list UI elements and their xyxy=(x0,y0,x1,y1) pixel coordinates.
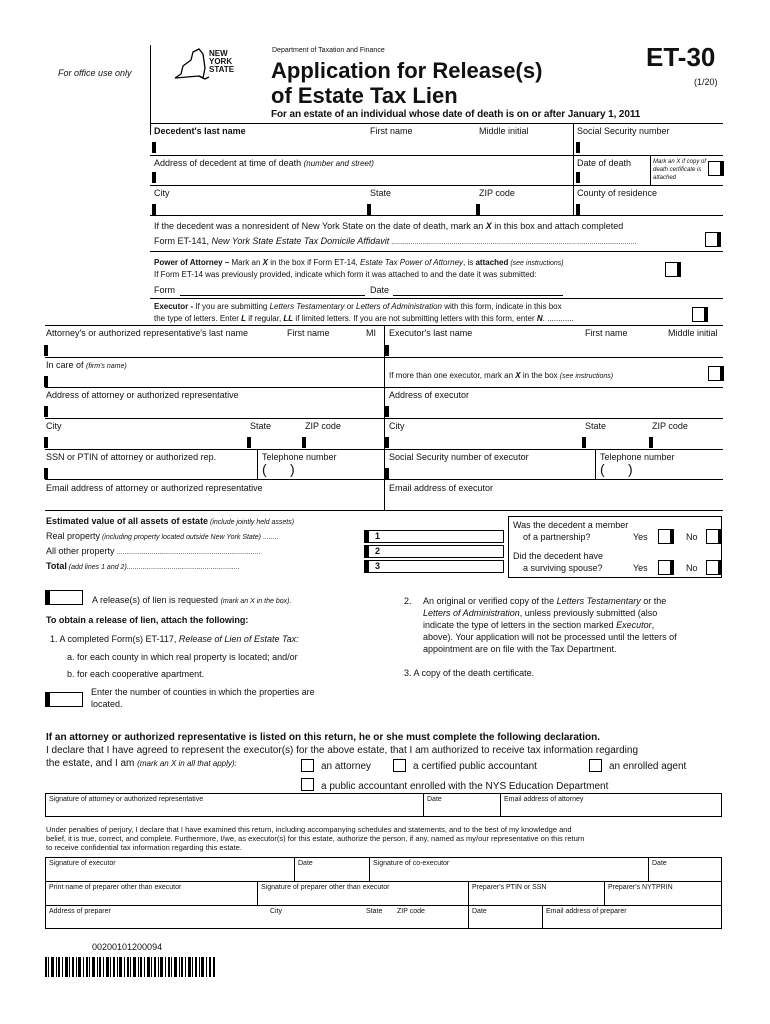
attorney-checkbox[interactable] xyxy=(301,759,314,772)
attorney-ssn-label: SSN or PTIN of attorney or authorized rep. xyxy=(46,452,217,462)
real-property-label: Real property (including property located outside New York State) ........ xyxy=(46,531,279,541)
poa-line1: Power of Attorney – Mark an X in the box if Form ET-14, Estate Tax Power of Attorney, is attached (see instructions) xyxy=(154,258,564,267)
office-use-label: For office use only xyxy=(58,68,132,78)
attorney-address-field[interactable] xyxy=(44,406,48,417)
attach-item-1b: b. for each cooperative apartment. xyxy=(67,669,205,679)
executor-city-label: City xyxy=(389,421,405,431)
poa-date-label: Date xyxy=(370,285,390,295)
obtain-release-heading: To obtain a release of lien, attach the following: xyxy=(46,615,249,625)
decedent-address-field[interactable] xyxy=(152,172,156,183)
attorney-zip-label: ZIP code xyxy=(305,421,341,431)
attach-item-2-line4: above). Your application will not be processed until the letters of xyxy=(423,632,677,642)
penalties-line1: Under penalties of perjury, I declare that I have examined this return, including accompanying schedules and statements, and to the best of my knowledge and xyxy=(46,825,572,834)
penalties-line2: belief, it is true, correct, and complete. Furthermore, I/we, as executor(s) for this estate, authorize the person, if any, named as my/our representative on this return xyxy=(46,834,585,843)
executor-state-field[interactable] xyxy=(582,437,586,448)
form-title-line2: of Estate Tax Lien xyxy=(271,83,458,108)
partnership-no-label: No xyxy=(686,532,698,542)
spouse-question-line2: a surviving spouse? xyxy=(523,563,603,573)
nonresident-line2: Form ET-141, New York State Estate Tax Domicile Affidavit .............................................................................................................................. xyxy=(154,236,637,246)
release-requested-label: A release(s) of lien is requested (mark an X in the box). xyxy=(92,595,292,605)
declaration-heading: If an attorney or authorized representative is listed on this return, he or she must complete the following declaration. xyxy=(46,732,600,743)
attorney-zip-field[interactable] xyxy=(302,437,306,448)
executor-ssn-label: Social Security number of executor xyxy=(389,452,529,462)
preparer-date-label: Date xyxy=(472,908,487,915)
county-of-residence-label: County of residence xyxy=(577,188,658,198)
attorney-ssn-field[interactable] xyxy=(44,468,48,479)
form-title-line1: Application for Release(s) xyxy=(271,58,543,83)
attorney-email-sig-label: Email address of attorney xyxy=(504,796,584,803)
signature-table xyxy=(45,857,722,929)
executor-telephone-label: Telephone number xyxy=(600,452,675,462)
attorney-city-label: City xyxy=(46,421,62,431)
number-of-counties-field[interactable] xyxy=(45,692,83,707)
revision-date: (1/20) xyxy=(694,77,718,87)
date-of-death-field[interactable] xyxy=(576,172,580,183)
other-property-field[interactable]: 2 xyxy=(364,545,504,558)
decedent-middle-initial-label: Middle initial xyxy=(479,126,529,136)
attorney-telephone-label: Telephone number xyxy=(262,452,337,462)
preparer-city-label: City xyxy=(270,908,283,915)
executor-last-name-label: Executor's last name xyxy=(389,328,473,338)
public-accountant-checkbox[interactable] xyxy=(301,778,314,791)
decedent-zip-field[interactable] xyxy=(476,204,480,215)
barcode-icon xyxy=(45,957,215,977)
decedent-city-label: City xyxy=(154,188,170,198)
poa-date-field[interactable] xyxy=(393,295,563,296)
attach-item-2-line2: Letters of Administration, unless previously submitted (also xyxy=(423,608,658,618)
attach-item-2-line1: An original or verified copy of the Letters Testamentary or the xyxy=(423,596,667,606)
attorney-telephone-field[interactable]: ( ) xyxy=(262,461,295,477)
spouse-yes-checkbox[interactable] xyxy=(658,560,674,575)
decedent-first-name-label: First name xyxy=(370,126,413,136)
attach-item-1a: a. for each county in which real property is located; and/or xyxy=(67,652,298,662)
executor-note-line2: the type of letters. Enter L if regular, LL if limited letters. If you are not submitting letters with this form, enter N. ............ xyxy=(154,314,574,323)
counties-label-line2: located. xyxy=(91,699,123,709)
real-property-field[interactable]: 1 xyxy=(364,530,504,543)
executor-state-label: State xyxy=(585,421,607,431)
attach-item-1: 1. A completed Form(s) ET-117, Release of Lien of Estate Tax: xyxy=(50,634,299,644)
executor-signature-label: Signature of executor xyxy=(49,860,116,867)
ny-state-logo xyxy=(173,46,243,84)
partnership-question-line1: Was the decedent a member xyxy=(513,520,629,530)
form-number: ET-30 xyxy=(646,42,716,72)
preparer-email-label: Email address of preparer xyxy=(546,908,627,915)
attorney-first-name-label: First name xyxy=(287,328,330,338)
decedent-state-field[interactable] xyxy=(367,204,371,215)
logo-new: NEW xyxy=(209,49,228,58)
in-care-of-field[interactable] xyxy=(44,376,48,387)
barcode-number: 00200101200094 xyxy=(92,942,163,952)
decedent-ssn-field[interactable] xyxy=(576,142,580,153)
coexecutor-signature-label: Signature of co-executor xyxy=(373,860,450,867)
other-property-label: All other property .......................................................................... xyxy=(46,546,261,556)
header-divider xyxy=(150,45,151,135)
death-certificate-checkbox[interactable] xyxy=(708,161,724,176)
logo-york: YORK xyxy=(209,57,233,66)
barcode xyxy=(45,957,215,977)
decedent-city-field[interactable] xyxy=(152,204,156,215)
attach-item-2-line3: indicate the type of letters in the section marked Executor, xyxy=(423,620,655,630)
executor-zip-field[interactable] xyxy=(649,437,653,448)
county-of-residence-field[interactable] xyxy=(576,204,580,215)
decedent-last-name-label: Decedent's last name xyxy=(154,126,246,136)
assets-heading: Estimated value of all assets of estate (include jointly held assets) xyxy=(46,516,295,526)
poa-checkbox[interactable] xyxy=(665,262,681,277)
executor-signature-date-label: Date xyxy=(298,860,313,867)
decedent-address-label: Address of decedent at time of death (number and street) xyxy=(154,158,374,168)
attorney-state-field[interactable] xyxy=(247,437,251,448)
executor-note-line1: Executor - If you are submitting Letters Testamentary or Letters of Administration with this form, indicate in this box xyxy=(154,302,562,311)
executor-city-field[interactable] xyxy=(385,437,389,448)
preparer-zip-label: ZIP code xyxy=(397,908,425,915)
attorney-last-name-field[interactable] xyxy=(44,345,48,356)
preparer-nytprin-label: Preparer's NYTPRIN xyxy=(608,884,673,891)
executor-address-label: Address of executor xyxy=(389,390,470,400)
poa-line2: If Form ET-14 was previously provided, indicate which form it was attached to and the date it was submitted: xyxy=(154,270,537,279)
executor-last-name-field[interactable] xyxy=(385,345,389,356)
spouse-yes-label: Yes xyxy=(633,563,648,573)
logo-state: STATE xyxy=(209,65,235,74)
executor-middle-initial-label: Middle initial xyxy=(668,328,718,338)
nonresident-line1: If the decedent was a nonresident of New York State on the date of death, mark an X in this box and attach completed xyxy=(154,221,624,231)
attorney-option-label: an attorney xyxy=(321,761,372,772)
attorney-signature-date-label: Date xyxy=(427,796,442,803)
death-certificate-note: Mark an X if copy of death certificate is attached xyxy=(653,159,707,181)
attorney-state-label: State xyxy=(250,421,272,431)
more-than-one-executor-checkbox[interactable] xyxy=(708,366,724,381)
decedent-state-label: State xyxy=(370,188,392,198)
poa-form-label: Form xyxy=(154,285,175,295)
preparer-signature-label: Signature of preparer other than executor xyxy=(261,884,390,891)
executor-first-name-label: First name xyxy=(585,328,628,338)
attach-item-2-number: 2. xyxy=(404,596,412,606)
total-label: Total (add lines 1 and 2).......................................................... xyxy=(46,561,240,571)
cpa-option-label: a certified public accountant xyxy=(413,761,537,772)
partnership-question-line2: of a partnership? xyxy=(523,532,591,542)
partnership-yes-checkbox[interactable] xyxy=(658,529,674,544)
spouse-question-line1: Did the decedent have xyxy=(513,551,604,561)
preparer-address-label: Address of preparer xyxy=(49,908,111,915)
in-care-of-label: In care of (firm's name) xyxy=(46,360,127,370)
attorney-signature-label: Signature of attorney or authorized representative xyxy=(49,796,204,803)
cpa-checkbox[interactable] xyxy=(393,759,406,772)
more-than-one-executor-label: If more than one executor, mark an X in the box (see instructions) xyxy=(389,371,614,380)
coexecutor-signature-date-label: Date xyxy=(652,860,667,867)
preparer-ptin-label: Preparer's PTIN or SSN xyxy=(472,884,547,891)
executor-address-field[interactable] xyxy=(385,406,389,417)
date-of-death-label: Date of death xyxy=(577,158,632,168)
attorney-last-name-label: Attorney's or authorized representative's last name xyxy=(46,328,249,338)
public-accountant-option-label: a public accountant enrolled with the NYS Education Department xyxy=(321,781,609,792)
preparer-state-label: State xyxy=(366,908,383,915)
decedent-zip-label: ZIP code xyxy=(479,188,515,198)
poa-form-field[interactable] xyxy=(180,295,365,296)
declaration-line1: I declare that I have agreed to represent the executor(s) for the above estate, that I am authorized to receive tax information regarding xyxy=(46,745,639,756)
penalties-line3: to receive confidential tax information regarding this estate. xyxy=(46,843,242,852)
attorney-mi-label: MI xyxy=(366,328,376,338)
attorney-address-label: Address of attorney or authorized representative xyxy=(46,390,239,400)
release-requested-checkbox[interactable] xyxy=(45,590,83,605)
partnership-yes-label: Yes xyxy=(633,532,648,542)
enrolled-agent-option-label: an enrolled agent xyxy=(609,761,687,772)
executor-telephone-field[interactable]: ( ) xyxy=(600,461,633,477)
letters-type-box[interactable] xyxy=(692,307,708,322)
spouse-no-checkbox[interactable] xyxy=(706,560,722,575)
executor-ssn-field[interactable] xyxy=(385,468,389,479)
counties-label-line1: Enter the number of counties in which the properties are xyxy=(91,687,315,697)
spouse-no-label: No xyxy=(686,563,698,573)
department-name: Department of Taxation and Finance xyxy=(272,47,385,54)
attorney-email-label: Email address of attorney or authorized representative xyxy=(46,483,263,493)
preparer-print-name-label: Print name of preparer other than executor xyxy=(49,884,182,891)
attach-item-3: 3. A copy of the death certificate. xyxy=(404,668,535,678)
enrolled-agent-checkbox[interactable] xyxy=(589,759,602,772)
executor-email-label: Email address of executor xyxy=(389,483,494,493)
attorney-city-field[interactable] xyxy=(44,437,48,448)
form-subtitle: For an estate of an individual whose date of death is on or after January 1, 2011 xyxy=(271,109,641,120)
decedent-ssn-label: Social Security number xyxy=(577,126,670,136)
declaration-line2: the estate, and I am (mark an X in all that apply): xyxy=(46,758,237,769)
nonresident-checkbox[interactable] xyxy=(705,232,721,247)
decedent-last-name-field[interactable] xyxy=(152,142,156,153)
partnership-no-checkbox[interactable] xyxy=(706,529,722,544)
total-field[interactable]: 3 xyxy=(364,560,504,573)
executor-zip-label: ZIP code xyxy=(652,421,688,431)
attach-item-2-line5: appointment are on file with the Tax Department. xyxy=(423,644,617,654)
